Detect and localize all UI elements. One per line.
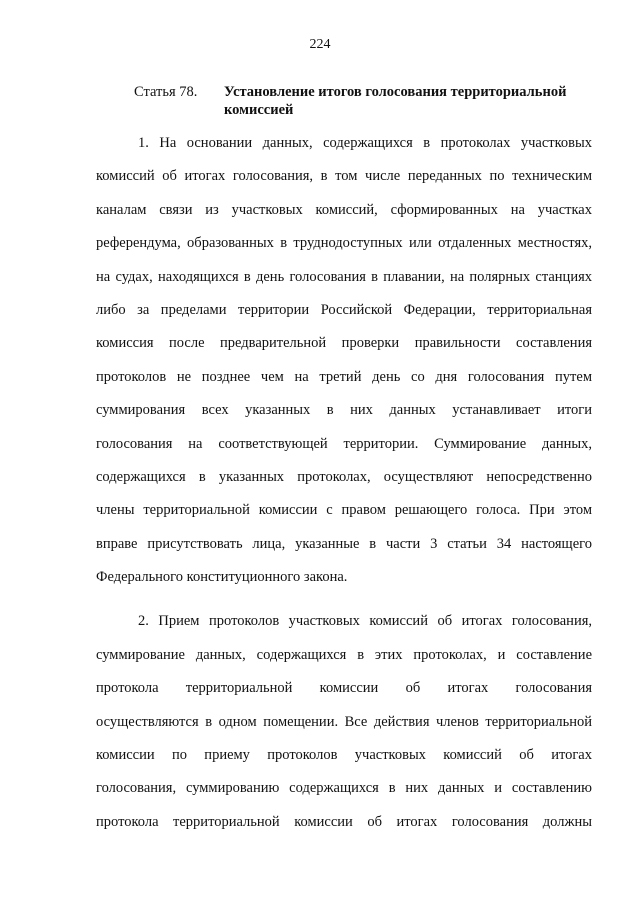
text-line: комиссии по приему протоколов участковых комиссий об итогах xyxy=(96,747,592,764)
article-label: Статья 78. xyxy=(134,84,198,100)
text-line: протокола территориальной комиссии об итогах голосования должны xyxy=(96,813,592,830)
text-line: на судах, находящихся в день голосования в плавании, на полярных станциях xyxy=(96,268,592,285)
text-line: либо за пределами территории Российской Федерации, территориальная xyxy=(96,301,592,318)
text-line: протоколов не позднее чем на третий день со дня голосования путем xyxy=(96,368,592,385)
text-line: члены территориальной комиссии с правом решающего голоса. При этом xyxy=(96,502,592,519)
text-line: референдума, образованных в труднодоступных или отдаленных местностях, xyxy=(96,235,592,252)
page-number: 224 xyxy=(309,37,331,52)
text-line: каналам связи из участковых комиссий, сформированных на участках xyxy=(96,201,592,218)
paragraph-1 xyxy=(96,133,592,600)
text-line: осуществляются в одном помещении. Все действия членов территориальной xyxy=(96,713,592,730)
text-line: суммирования всех указанных в них данных устанавливает итоги xyxy=(96,402,592,419)
text-line: 1. На основании данных, содержащихся в протоколах участковых xyxy=(138,135,592,151)
text-line: голосования на соответствующей территории. Суммирование данных, xyxy=(96,435,592,452)
text-line: суммирование данных, содержащихся в этих протоколах, и составление xyxy=(96,646,592,663)
article-body xyxy=(96,133,592,845)
article-title: Установление итогов голосования территориальной комиссией xyxy=(224,84,567,118)
text-line: голосования, суммированию содержащихся в них данных и составлению xyxy=(96,780,592,797)
text-line: комиссий об итогах голосования, в том числе переданных по техническим xyxy=(96,168,592,185)
text-line: 2. Прием протоколов участковых комиссий об итогах голосования, xyxy=(138,613,592,630)
text-line: протокола территориальной комиссии об итогах голосования xyxy=(96,680,592,697)
text-line: вправе присутствовать лица, указанные в части 3 статьи 34 настоящего xyxy=(96,535,592,552)
text-line: Федерального конституционного закона. xyxy=(96,569,348,586)
text-line: комиссия после предварительной проверки правильности составления xyxy=(96,335,592,352)
paragraph-2 xyxy=(96,611,592,845)
text-line: содержащихся в указанных протоколах, осуществляют непосредственно xyxy=(96,468,592,485)
